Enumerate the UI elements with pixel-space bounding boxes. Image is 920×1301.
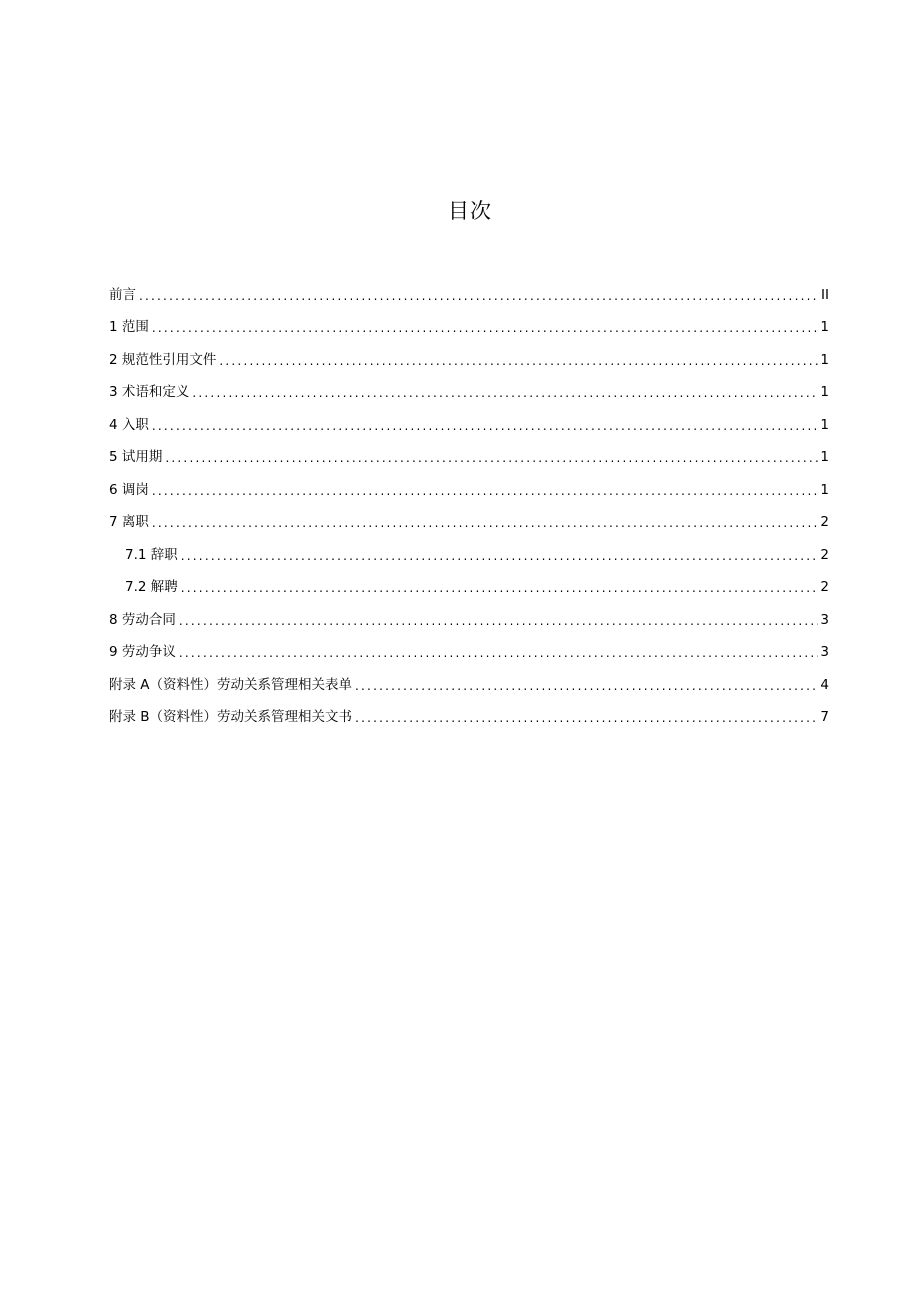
toc-dot-leader [152, 417, 819, 435]
toc-dot-leader [181, 547, 819, 565]
toc-entry-2[interactable] [109, 337, 829, 370]
toc-entry-page: 1 [820, 351, 829, 368]
toc-dot-leader [152, 514, 819, 532]
toc-dot-leader [355, 709, 818, 727]
toc-entry-label: 前言 [109, 286, 136, 303]
toc-dot-leader [219, 352, 818, 370]
toc-dot-leader [152, 319, 819, 337]
toc-dot-leader [139, 287, 819, 305]
toc-entry-label: 2 规范性引用文件 [109, 351, 217, 368]
toc-dot-leader [181, 579, 819, 597]
toc-entry-7-2[interactable] [109, 565, 829, 598]
toc-entry-page: 7 [820, 709, 829, 725]
toc-entry-page: 3 [820, 611, 829, 628]
toc-dot-leader [165, 449, 818, 467]
toc-entry-page: 1 [820, 319, 829, 335]
toc-entry-appendix-a[interactable] [109, 662, 829, 695]
toc-entry-5[interactable] [109, 435, 829, 468]
toc-entry-page: 1 [820, 481, 829, 498]
toc-entry-label: 附录 B（资料性）劳动关系管理相关文书 [109, 709, 353, 725]
toc-dot-leader [152, 482, 819, 500]
toc-entry-7-1[interactable] [109, 532, 829, 565]
toc-dot-leader [179, 644, 819, 662]
toc-entry-label: 9 劳动争议 [109, 644, 176, 660]
toc-entry-page: II [821, 286, 829, 303]
toc-title: 目次 [448, 199, 492, 223]
toc-entry-1[interactable] [109, 305, 829, 338]
toc-entry-page: 2 [820, 514, 829, 530]
toc-entry-label: 7 离职 [109, 514, 149, 530]
toc-entry-4[interactable] [109, 402, 829, 435]
toc-entry-page: 1 [820, 416, 829, 433]
toc-entry-page: 1 [820, 384, 829, 400]
toc-list [109, 272, 829, 727]
toc-entry-label: 5 试用期 [109, 449, 163, 465]
toc-entry-label: 7.2 解聘 [125, 579, 178, 595]
toc-entry-6[interactable] [109, 467, 829, 500]
toc-entry-9[interactable] [109, 630, 829, 663]
toc-entry-label: 7.1 辞职 [125, 546, 178, 563]
toc-entry-preface[interactable] [109, 272, 829, 305]
toc-dot-leader [179, 612, 819, 630]
toc-entry-page: 2 [820, 579, 829, 595]
toc-entry-3[interactable] [109, 370, 829, 403]
toc-entry-label: 8 劳动合同 [109, 611, 176, 628]
toc-entry-label: 6 调岗 [109, 481, 149, 498]
toc-dot-leader [192, 384, 818, 402]
toc-entry-7[interactable] [109, 500, 829, 533]
toc-entry-page: 1 [820, 449, 829, 465]
toc-entry-page: 2 [820, 546, 829, 563]
toc-dot-leader [355, 677, 818, 695]
toc-entry-page: 3 [820, 644, 829, 660]
toc-entry-8[interactable] [109, 597, 829, 630]
toc-entry-label: 3 术语和定义 [109, 384, 190, 400]
toc-entry-appendix-b[interactable] [109, 695, 829, 728]
toc-entry-page: 4 [820, 676, 829, 693]
toc-entry-label: 4 入职 [109, 416, 149, 433]
toc-entry-label: 附录 A（资料性）劳动关系管理相关表单 [109, 676, 353, 693]
toc-entry-label: 1 范围 [109, 319, 149, 335]
